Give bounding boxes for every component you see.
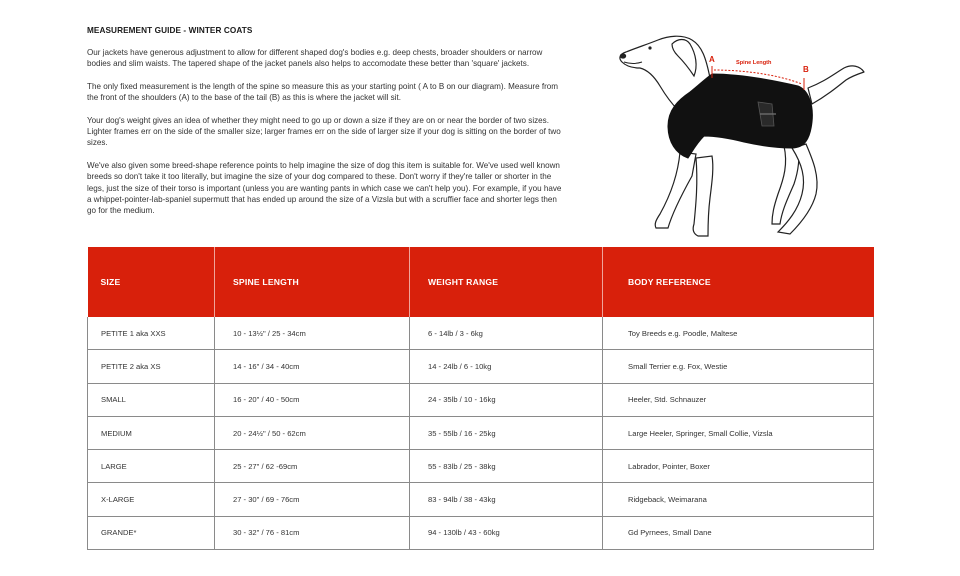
- table-row: [88, 350, 874, 383]
- cell-size: GRANDE*: [88, 516, 215, 549]
- cell-weight-range: 6 - 14lb / 3 - 6kg: [410, 317, 603, 350]
- cell-weight-range: 24 - 35lb / 10 - 16kg: [410, 383, 603, 416]
- table-row: [88, 450, 874, 483]
- dog-tail: [808, 66, 864, 104]
- cell-weight-range: 14 - 24lb / 6 - 10kg: [410, 350, 603, 383]
- cell-body-reference: Labrador, Pointer, Boxer: [603, 450, 874, 483]
- cell-size: MEDIUM: [88, 416, 215, 449]
- cell-body-reference: Ridgeback, Weimarana: [603, 483, 874, 516]
- guide-paragraph-weight: Your dog's weight gives an idea of whether they might need to go up or down a size if they are on or near the border of two sizes. Lighter frames err on the side of the smaller size; larger frames err on the side of larger size if your dog is sitting on the border of two sizes.: [87, 115, 561, 148]
- table-header-row: [88, 247, 874, 317]
- cell-spine-length: 10 - 13½" / 25 - 34cm: [215, 317, 410, 350]
- table-row: [88, 483, 874, 516]
- cell-weight-range: 35 - 55lb / 16 - 25kg: [410, 416, 603, 449]
- header-weight-range: WEIGHT RANGE: [410, 247, 603, 317]
- guide-paragraph-adjustment: Our jackets have generous adjustment to allow for different shaped dog's bodies e.g. deep chests, broader shoulders or narrow bodies and slim waists. The tapered shape of the jacket panels also helps to accomodate these better than 'square' jackets.: [87, 48, 543, 69]
- cell-body-reference: Gd Pyrnees, Small Dane: [603, 516, 874, 549]
- guide-paragraph-spine: The only fixed measurement is the length of the spine so measure this as your starting point ( A to B on our diagram). Measure from the front of the shoulders (A) to the base of the tail (B) as this is where the jacket will sit.: [87, 81, 559, 103]
- dog-front-leg-far: [655, 152, 696, 228]
- cell-weight-range: 83 - 94lb / 38 - 43kg: [410, 483, 603, 516]
- guide-title: MEASUREMENT GUIDE - WINTER COATS: [87, 26, 253, 35]
- cell-weight-range: 94 - 130lb / 43 - 60kg: [410, 516, 603, 549]
- dog-nose: [620, 53, 626, 58]
- spine-length-label: Spine Length: [736, 60, 772, 66]
- dog-front-leg-near: [693, 156, 713, 236]
- cell-body-reference: Toy Breeds e.g. Poodle, Maltese: [603, 317, 874, 350]
- dog-illustration: [612, 18, 880, 242]
- cell-body-reference: Heeler, Std. Schnauzer: [603, 383, 874, 416]
- marker-a-label: A: [709, 55, 715, 64]
- cell-size: LARGE: [88, 450, 215, 483]
- dog-measurement-diagram: [612, 18, 880, 242]
- cell-size: SMALL: [88, 383, 215, 416]
- cell-spine-length: 25 - 27" / 62 -69cm: [215, 450, 410, 483]
- table-row: [88, 416, 874, 449]
- cell-spine-length: 14 - 16" / 34 - 40cm: [215, 350, 410, 383]
- table-row: [88, 516, 874, 549]
- size-chart-table: [87, 247, 874, 550]
- cell-size: PETITE 1 aka XXS: [88, 317, 215, 350]
- table-row: [88, 317, 874, 350]
- cell-body-reference: Large Heeler, Springer, Small Collie, Vizsla: [603, 416, 874, 449]
- cell-spine-length: 30 - 32" / 76 - 81cm: [215, 516, 410, 549]
- measurement-guide: [87, 26, 567, 228]
- cell-spine-length: 16 - 20" / 40 - 50cm: [215, 383, 410, 416]
- header-body-reference: BODY REFERENCE: [603, 247, 874, 317]
- marker-b-label: B: [803, 65, 809, 74]
- cell-spine-length: 27 - 30" / 69 - 76cm: [215, 483, 410, 516]
- guide-paragraph-breeds: We've also given some breed-shape reference points to help imagine the size of dog this item is suitable for. We've used well known breeds so don't take it too literally, but imagine the size of your dog compared to these. Don't worry if they're taller or shorter in the legs, just the size of their torso is important (unless you are wanting pants in which case we can't help you). For example, if you have a whippet-pointer-lab-spaniel supermutt that has ended up around the size of a Vizsla but with a scruffier face and shorter legs then go for the medium.: [87, 160, 562, 216]
- table-row: [88, 383, 874, 416]
- dog-eye: [648, 46, 651, 49]
- cell-body-reference: Small Terrier e.g. Fox, Westie: [603, 350, 874, 383]
- cell-size: X-LARGE: [88, 483, 215, 516]
- cell-size: PETITE 2 aka XS: [88, 350, 215, 383]
- header-size: SIZE: [88, 247, 215, 317]
- cell-spine-length: 20 - 24½" / 50 - 62cm: [215, 416, 410, 449]
- cell-weight-range: 55 - 83lb / 25 - 38kg: [410, 450, 603, 483]
- header-spine-length: SPINE LENGTH: [215, 247, 410, 317]
